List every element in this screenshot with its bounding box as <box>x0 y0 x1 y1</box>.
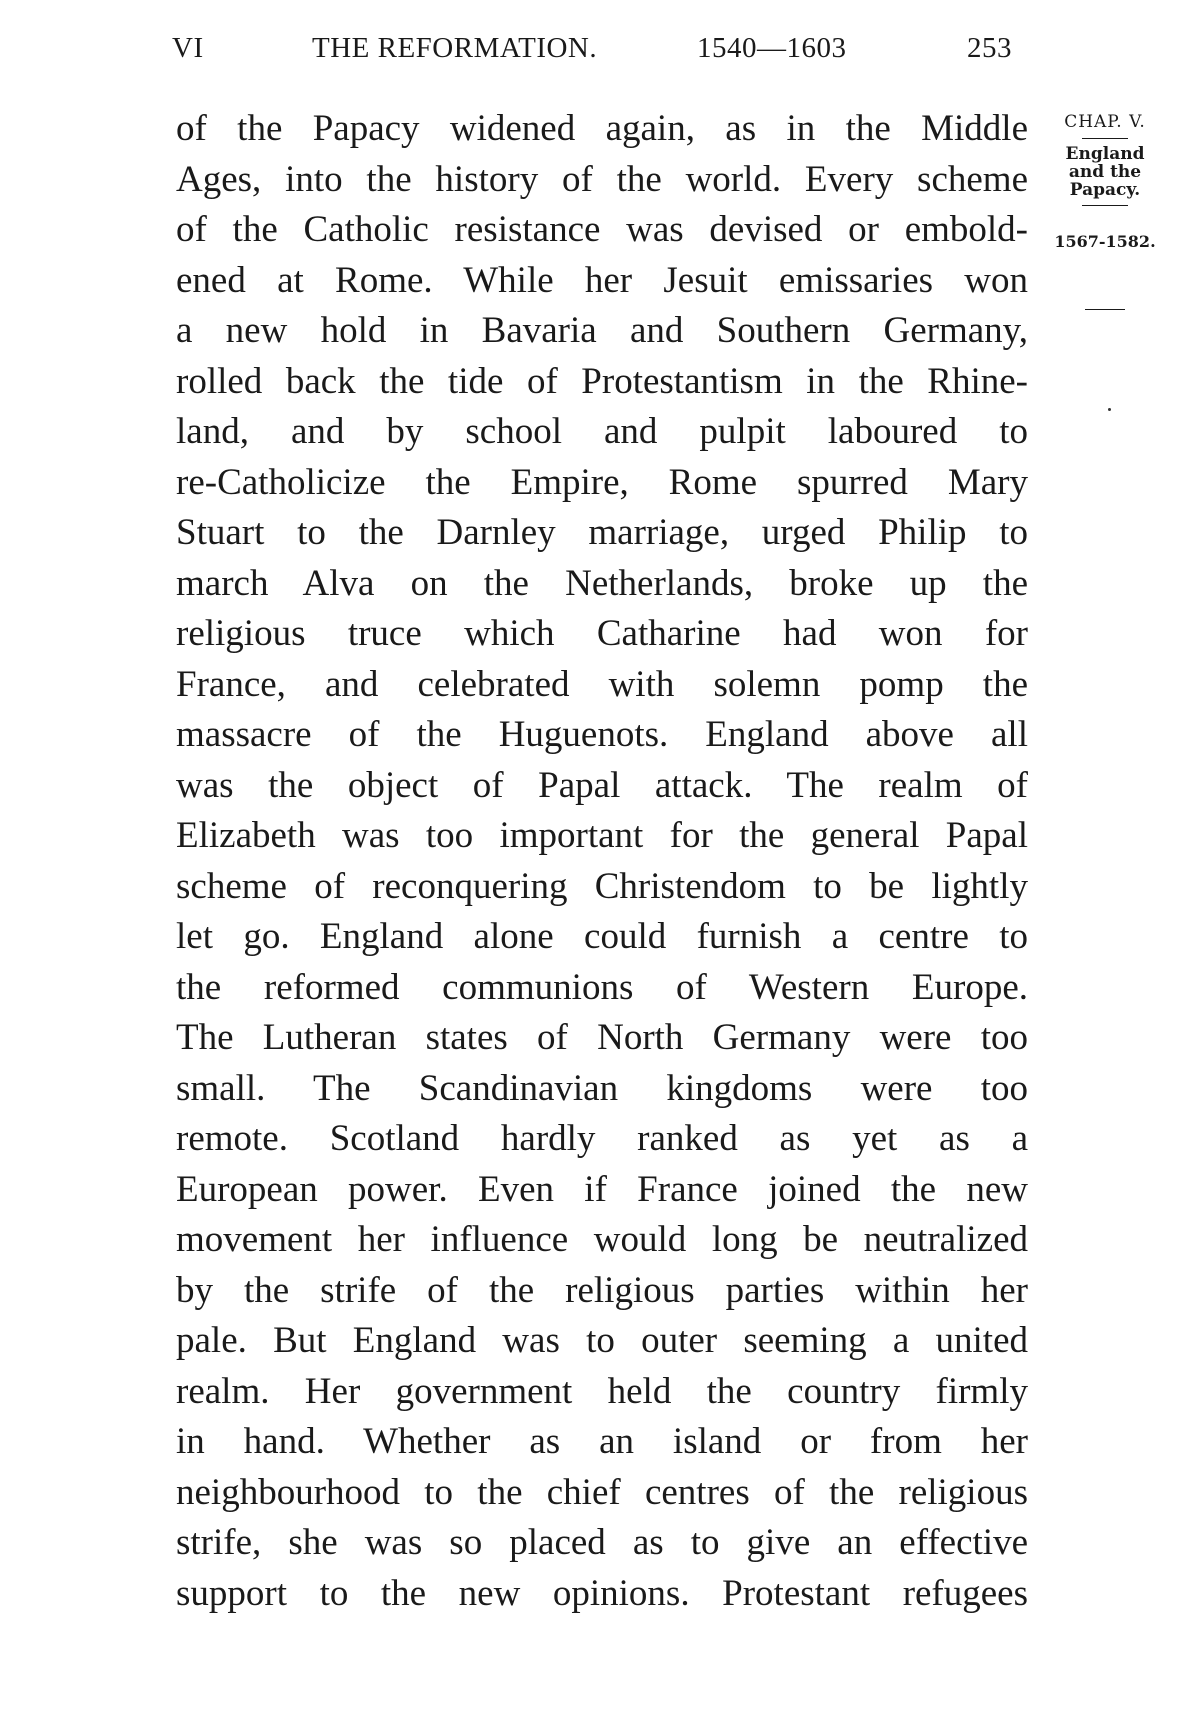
text-line: Stuart to the Darnley marriage, urged Philip to <box>176 512 1028 553</box>
topic-line: Papacy. <box>1069 180 1141 200</box>
text-line: of the Catholic resistance was devised or embold- <box>176 209 1028 250</box>
text-line: a new hold in Bavaria and Southern Germany, <box>176 310 1028 351</box>
margin-note <box>1040 112 1170 310</box>
text-line: was the object of Papal attack. The realm of <box>176 764 1028 806</box>
year-range: 1567-1582. <box>1054 232 1156 251</box>
text-line: movement her influence would long be neutralized <box>176 1219 1028 1260</box>
margin-rule <box>1082 138 1128 139</box>
text-line: Elizabeth was too important for the general Papal <box>176 815 1028 856</box>
topic-line: England <box>1065 144 1145 164</box>
text-line: strife, she was so placed as to give an effective <box>176 1522 1028 1563</box>
page-number: 253 <box>967 32 1012 64</box>
text-line: in hand. Whether as an island or from her <box>176 1421 1028 1462</box>
text-line: realm. Her government held the country firmly <box>176 1370 1028 1412</box>
text-line: of the Papacy widened again, as in the Middle <box>176 108 1028 149</box>
text-line: France, and celebrated with solemn pomp the <box>176 663 1028 705</box>
running-header <box>0 32 1199 72</box>
text-line: pale. But England was to outer seeming a united <box>176 1320 1028 1361</box>
text-line: re-Catholicize the Empire, Rome spurred Mary <box>176 461 1028 503</box>
text-line: support to the new opinions. Protestant refugees <box>176 1572 1028 1614</box>
ink-speck <box>1108 408 1111 411</box>
topic-line: and the <box>1068 162 1142 182</box>
text-line: The Lutheran states of North Germany were too <box>176 1017 1028 1058</box>
text-line: small. The Scandinavian kingdoms were too <box>176 1067 1028 1109</box>
section-number: VI <box>172 32 204 64</box>
text-line: religious truce which Catharine had won for <box>176 613 1028 654</box>
text-line: rolled back the tide of Protestantism in the Rhine- <box>176 360 1028 402</box>
text-line: ened at Rome. While her Jesuit emissaries won <box>176 259 1028 301</box>
text-line: let go. England alone could furnish a centre to <box>176 916 1028 957</box>
text-line: march Alva on the Netherlands, broke up the <box>176 562 1028 604</box>
text-line: by the strife of the religious parties within her <box>176 1269 1028 1311</box>
text-line: neighbourhood to the chief centres of the religious <box>176 1471 1028 1513</box>
margin-rule <box>1082 205 1128 206</box>
chapter-label: CHAP. V. <box>1064 112 1146 132</box>
text-line: the reformed communions of Western Europe. <box>176 966 1028 1008</box>
text-line: Ages, into the history of the world. Every scheme <box>176 158 1028 200</box>
margin-rule <box>1085 309 1125 310</box>
date-range: 1540—1603 <box>697 32 847 64</box>
text-line: European power. Even if France joined the new <box>176 1168 1028 1210</box>
body-text <box>176 104 1028 1619</box>
text-line: remote. Scotland hardly ranked as yet as a <box>176 1118 1028 1159</box>
text-line: scheme of reconquering Christendom to be lightly <box>176 865 1028 907</box>
text-line: massacre of the Huguenots. England above all <box>176 714 1028 755</box>
running-title: THE REFORMATION. <box>312 32 598 64</box>
text-line: land, and by school and pulpit laboured to <box>176 411 1028 452</box>
